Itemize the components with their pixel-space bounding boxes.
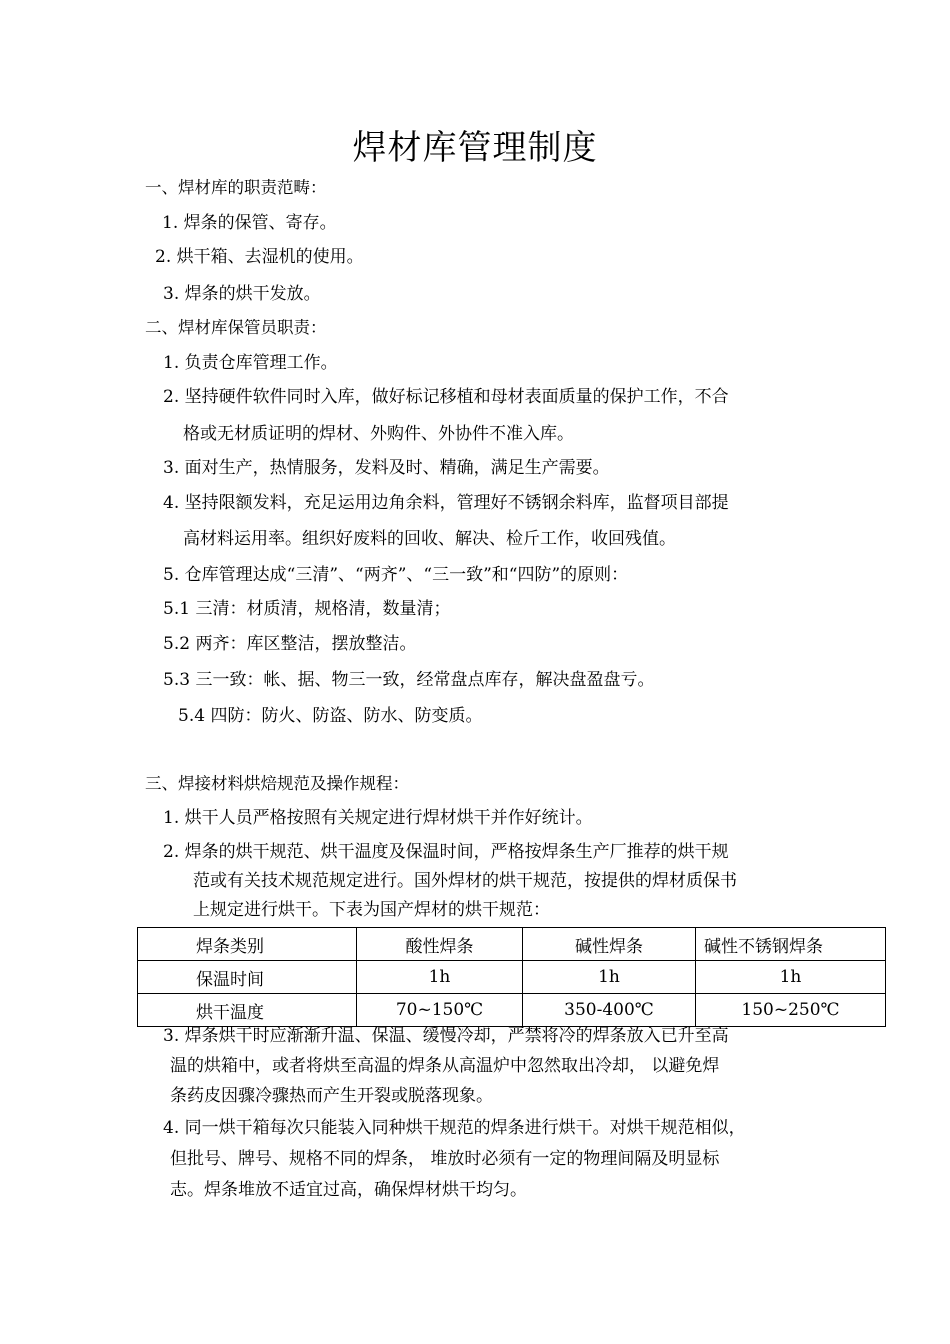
table-header-cell: 焊条类别	[138, 928, 357, 961]
section-2-line: 格或无材质证明的焊材、外购件、外协件不准入库。	[183, 424, 574, 444]
table-header-cell: 酸性焊条	[357, 928, 523, 961]
section-3-line: 1. 烘干人员严格按照有关规定进行焊材烘干并作好统计。	[163, 808, 593, 828]
table-cell: 1h	[523, 961, 696, 994]
table-header-row	[138, 928, 886, 961]
section-2-line: 4. 坚持限额发料，充足运用边角余料，管理好不锈钢余料库，监督项目部提	[163, 493, 729, 513]
section-3-line: 2. 焊条的烘干规范、烘干温度及保温时间，严格按焊条生产厂推荐的烘干规	[163, 842, 729, 862]
baking-spec-table	[137, 927, 886, 1027]
table-cell: 1h	[696, 961, 886, 994]
section-2-line: 1. 负责仓库管理工作。	[163, 353, 338, 373]
section-2-line: 5.2 两齐：库区整洁，摆放整洁。	[163, 634, 417, 654]
section-3-line: 温的烘箱中，或者将烘至高温的焊条从高温炉中忽然取出冷却， 以避免焊	[170, 1056, 720, 1076]
table-row	[138, 994, 886, 1027]
table-cell: 保温时间	[138, 961, 357, 994]
section-2-line: 5.1 三清：材质清，规格清，数量清；	[163, 599, 451, 619]
section-1-item: 3. 焊条的烘干发放。	[163, 284, 321, 304]
section-3-line: 范或有关技术规范规定进行。国外焊材的烘干规范，按提供的焊材质保书	[193, 871, 737, 891]
section-2-line: 5.4 四防：防火、防盗、防水、防变质。	[178, 706, 483, 726]
section-1-item: 2. 烘干箱、去湿机的使用。	[155, 247, 364, 267]
section-3-line: 但批号、牌号、规格不同的焊条， 堆放时必须有一定的物理间隔及明显标	[170, 1149, 720, 1169]
table-cell: 150~250℃	[696, 994, 886, 1027]
section-3-heading: 三、焊接材料烘焙规范及操作规程：	[145, 774, 409, 793]
section-2-line: 5. 仓库管理达成“三清”、“两齐”、“三一致”和“四防”的原则：	[163, 565, 629, 585]
section-3-line: 3. 焊条烘干时应渐渐升温、保温、缓慢冷却，严禁将冷的焊条放入已升至高	[163, 1026, 729, 1046]
table-header-cell: 碱性不锈钢焊条	[696, 928, 886, 961]
section-1-item: 1. 焊条的保管、寄存。	[162, 213, 337, 233]
table-header-cell: 碱性焊条	[523, 928, 696, 961]
section-3-line: 志。焊条堆放不适宜过高，确保焊材烘干均匀。	[170, 1180, 527, 1200]
section-3-line: 上规定进行烘干。下表为国产焊材的烘干规范：	[193, 900, 550, 920]
section-3-line: 4. 同一烘干箱每次只能装入同种烘干规范的焊条进行烘干。对烘干规范相似，	[163, 1118, 746, 1138]
table-cell: 1h	[357, 961, 523, 994]
section-2-line: 2. 坚持硬件软件同时入库，做好标记移植和母材表面质量的保护工作，不合	[163, 387, 729, 407]
section-2-heading: 二、焊材库保管员职责：	[145, 318, 327, 337]
section-2-line: 5.3 三一致：帐、据、物三一致，经常盘点库存，解决盘盈盘亏。	[163, 670, 655, 690]
section-1-heading: 一、焊材库的职责范畴：	[145, 178, 327, 197]
document-title: 焊材库管理制度	[352, 128, 598, 168]
table-row	[138, 961, 886, 994]
table-cell: 70~150℃	[357, 994, 523, 1027]
table-cell: 烘干温度	[138, 994, 357, 1027]
section-3-line: 条药皮因骤冷骤热而产生开裂或脱落现象。	[170, 1086, 493, 1106]
section-2-line: 3. 面对生产，热情服务，发料及时、精确，满足生产需要。	[163, 458, 610, 478]
table-cell: 350-400℃	[523, 994, 696, 1027]
section-2-line: 高材料运用率。组织好废料的回收、解决、检斤工作，收回残值。	[183, 529, 676, 549]
